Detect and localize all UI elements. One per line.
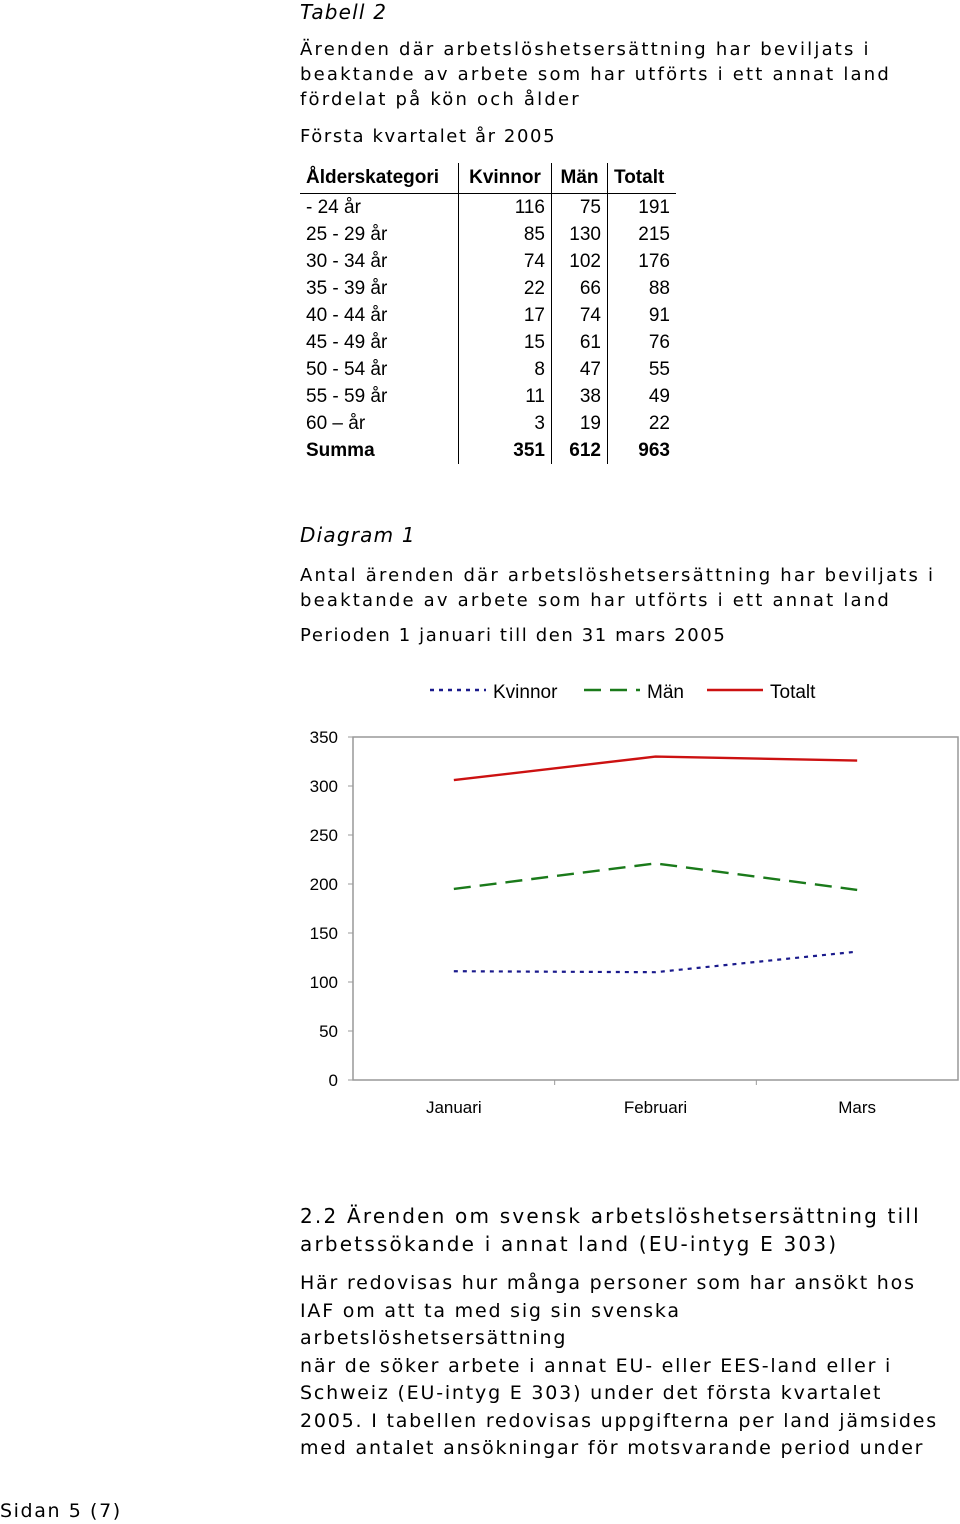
age-category-cell: 35 - 39 år (306, 277, 388, 299)
count-cell: 102 (552, 248, 608, 275)
count-cell: 15 (459, 329, 552, 356)
x-tick-label: Mars (838, 1098, 877, 1117)
body-line: IAF om att ta med sig sin svenska arbetslöshetsersättning (300, 1299, 681, 1349)
x-tick-label: Februari (623, 1098, 688, 1117)
y-tick-label: 200 (309, 875, 338, 894)
age-category-cell: Summa (306, 439, 375, 461)
count-cell: 74 (552, 302, 608, 329)
count-cell: 75 (552, 194, 608, 222)
column-header: Ålderskategori (300, 163, 459, 194)
age-category-cell: 50 - 54 år (306, 358, 388, 380)
legend-label: Män (647, 682, 684, 703)
count-cell: 85 (459, 221, 552, 248)
table-heading-line: fördelat på kön och ålder (300, 89, 581, 110)
count-cell: 38 (552, 383, 608, 410)
count-cell: 19 (552, 410, 608, 437)
y-tick-label: 250 (309, 826, 338, 845)
section-body (300, 1270, 955, 1463)
count-cell: 17 (459, 302, 552, 329)
count-cell: 88 (608, 275, 677, 302)
count-cell: 612 (552, 437, 608, 464)
column-header: Totalt (608, 163, 677, 194)
series-line-män (454, 863, 857, 889)
legend-label: Totalt (770, 682, 816, 703)
age-category-cell: 55 - 59 år (306, 385, 388, 407)
body-line: när de söker arbete i annat EU- eller EES-land eller i (300, 1354, 893, 1377)
count-cell: 351 (459, 437, 552, 464)
count-cell: 91 (608, 302, 677, 329)
y-tick-label: 150 (309, 924, 338, 943)
count-cell: 22 (459, 275, 552, 302)
table-period: Första kvartalet år 2005 (300, 126, 557, 147)
count-cell: 55 (608, 356, 677, 383)
count-cell: 74 (459, 248, 552, 275)
diagram-heading-line: beaktande av arbete som har utförts i ett annat land (300, 590, 891, 611)
series-line-totalt (454, 757, 857, 781)
count-cell: 116 (459, 194, 552, 222)
age-category-cell: - 24 år (306, 196, 361, 218)
count-cell: 8 (459, 356, 552, 383)
count-cell: 76 (608, 329, 677, 356)
y-tick-label: 300 (309, 777, 338, 796)
count-cell: 22 (608, 410, 677, 437)
legend-label: Kvinnor (493, 682, 558, 703)
plot-area-frame (353, 737, 958, 1080)
count-cell: 49 (608, 383, 677, 410)
count-cell: 176 (608, 248, 677, 275)
count-cell: 215 (608, 221, 677, 248)
body-line: med antalet ansökningar för motsvarande period under (300, 1437, 925, 1459)
series-line-kvinnor (454, 952, 857, 973)
count-cell: 191 (608, 194, 677, 222)
count-cell: 66 (552, 275, 608, 302)
y-tick-label: 350 (309, 728, 338, 747)
body-line: Schweiz (EU-intyg E 303) under det första kvartalet (300, 1382, 883, 1404)
age-category-cell: 25 - 29 år (306, 223, 388, 245)
y-tick-label: 0 (328, 1071, 338, 1090)
y-tick-label: 50 (319, 1022, 338, 1041)
body-line: Här redovisas hur många personer som har ansökt hos (300, 1272, 916, 1294)
diagram-heading-line: Antal ärenden där arbetslöshetsersättning har beviljats i (300, 565, 936, 586)
diagram-caption: Diagram 1 (300, 523, 416, 547)
count-cell: 61 (552, 329, 608, 356)
count-cell: 11 (459, 383, 552, 410)
age-category-cell: 45 - 49 år (306, 331, 388, 353)
body-line: 2005. I tabellen redovisas uppgifterna per land jämsides (300, 1409, 938, 1432)
x-tick-label: Januari (425, 1098, 482, 1117)
table-heading-line: Ärenden där arbetslöshetsersättning har beviljats i (300, 39, 871, 60)
age-category-cell: 30 - 34 år (306, 250, 388, 272)
age-category-cell: 40 - 44 år (306, 304, 388, 326)
section-heading-line: arbetssökande i annat land (EU-intyg E 303) (300, 1231, 839, 1256)
page-number: Sidan 5 (7) (0, 1500, 122, 1522)
count-cell: 3 (459, 410, 552, 437)
table-caption: Tabell 2 (300, 0, 388, 24)
diagram-period: Perioden 1 januari till den 31 mars 2005 (300, 625, 727, 646)
count-cell: 963 (608, 437, 677, 464)
column-header: Män (552, 163, 608, 194)
section-heading-line: 2.2 Ärenden om svensk arbetslöshetsersättning till (300, 1204, 921, 1228)
column-header: Kvinnor (459, 163, 552, 194)
count-cell: 130 (552, 221, 608, 248)
table-heading-line: beaktande av arbete som har utförts i ett annat land (300, 64, 891, 85)
age-category-cell: 60 – år (306, 412, 366, 434)
count-cell: 47 (552, 356, 608, 383)
y-tick-label: 100 (309, 973, 338, 992)
section-heading (300, 1203, 950, 1258)
